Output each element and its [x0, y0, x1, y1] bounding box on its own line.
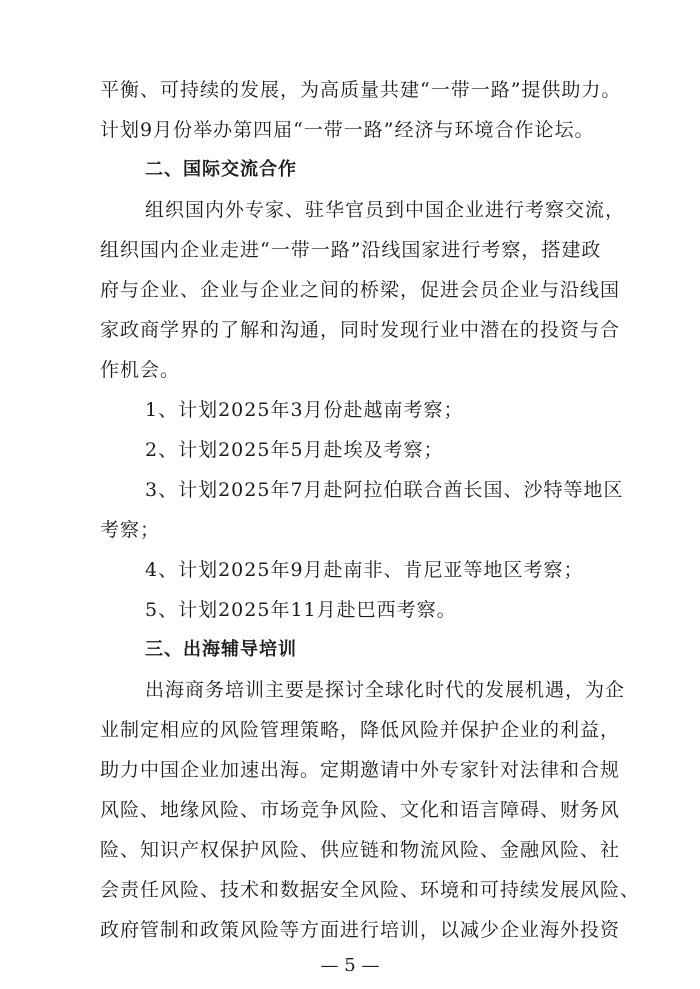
paragraph-line: 组织国内外专家、驻华官员到中国企业进行考察交流， — [145, 199, 626, 221]
page-number: — 5 — — [320, 955, 380, 976]
paragraph-line: 助力中国企业加速出海。定期邀请中外专家针对法律和合规 — [100, 759, 621, 781]
paragraph-line: 家政商学界的了解和沟通，同时发现行业中潜在的投资与合 — [100, 319, 621, 341]
paragraph-line: 风险、地缘风险、市场竞争风险、文化和语言障碍、财务风 — [100, 799, 621, 821]
paragraph-line: 会责任风险、技术和数据安全风险、环境和可持续发展风险、 — [100, 879, 641, 901]
list-item: 1、计划2025年3月份赴越南考察； — [145, 399, 464, 421]
paragraph-line: 作机会。 — [100, 359, 181, 381]
paragraph-line: 出海商务培训主要是探讨全球化时代的发展机遇，为企 — [145, 679, 626, 701]
list-item: 5、计划2025年11月赴巴西考察。 — [145, 599, 457, 621]
paragraph-line: 平衡、可持续的发展，为高质量共建“一带一路”提供助力。 — [100, 79, 622, 101]
section-heading-overseas-training: 三、出海辅导培训 — [145, 639, 297, 660]
paragraph-line: 府与企业、企业与企业之间的桥梁，促进会员企业与沿线国 — [100, 279, 621, 301]
list-item-continuation: 考察； — [100, 519, 161, 541]
paragraph-line: 政府管制和政策风险等方面进行培训，以减少企业海外投资 — [100, 919, 621, 941]
list-item: 4、计划2025年9月赴南非、肯尼亚等地区考察； — [145, 559, 584, 581]
list-item: 3、计划2025年7月赴阿拉伯联合酋长国、沙特等地区 — [145, 479, 624, 501]
section-heading-international-exchange: 二、国际交流合作 — [145, 159, 297, 180]
paragraph-line: 业制定相应的风险管理策略，降低风险并保护企业的利益， — [100, 719, 621, 741]
paragraph-line: 险、知识产权保护风险、供应链和物流风险、金融风险、社 — [100, 839, 621, 861]
paragraph-line: 组织国内企业走进“一带一路”沿线国家进行考察，搭建政 — [100, 239, 602, 261]
paragraph-line: 计划9月份举办第四届“一带一路”经济与环境合作论坛。 — [100, 119, 595, 141]
list-item: 2、计划2025年5月赴埃及考察； — [145, 439, 444, 461]
